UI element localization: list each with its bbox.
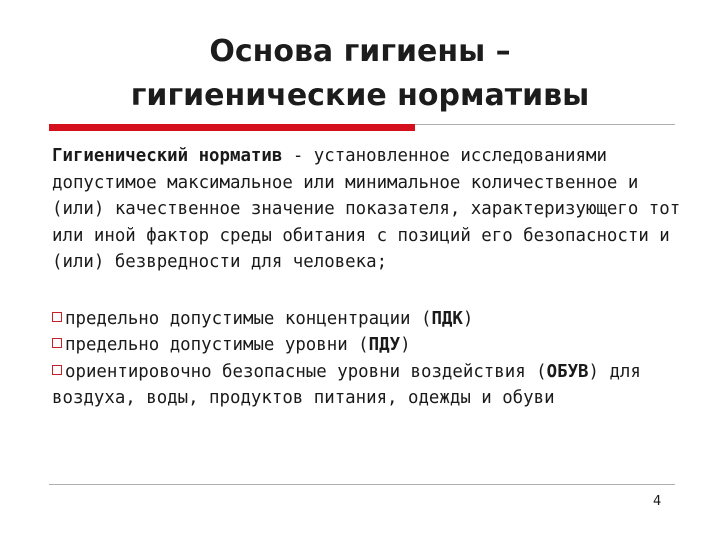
list-item-text-end: ) xyxy=(400,335,411,355)
list-item-text: предельно допустимые уровни ( xyxy=(65,335,369,355)
list-item xyxy=(52,359,682,412)
title-divider-line xyxy=(415,124,675,125)
list-item-text: предельно допустимые концентрации ( xyxy=(65,308,432,329)
page-number: 4 xyxy=(653,494,662,509)
title-line-2: гигиенические нормативы xyxy=(130,78,590,113)
definition-text: - установленное исследованиями допустимое максимальное или минимальное количественное и (или) качественное значение показателя, характеризующего тот или иной фактор среды обитания с позиций его безопасности и (или) безвредности для человека; xyxy=(52,146,681,272)
list-item-text-end: ) xyxy=(462,308,474,329)
slide-body xyxy=(52,143,682,412)
title-accent-bar xyxy=(49,124,415,131)
title-line-1: Основа гигиены – xyxy=(209,34,511,69)
slide-title xyxy=(0,30,720,118)
square-bullet-icon xyxy=(52,365,62,375)
norms-list xyxy=(52,306,682,412)
definition-term: Гигиенический норматив xyxy=(52,146,283,166)
definition-paragraph xyxy=(52,143,682,276)
list-item-abbr: ПДК xyxy=(431,308,463,329)
footer-divider-line xyxy=(49,484,675,485)
square-bullet-icon xyxy=(52,338,62,348)
list-item xyxy=(52,306,682,333)
list-item xyxy=(52,332,682,359)
list-item-abbr: ОБУВ xyxy=(546,361,589,382)
square-bullet-icon xyxy=(52,312,62,322)
list-item-text-end: ) для воздуха, воды, продуктов питания, одежды и обуви xyxy=(52,361,641,408)
list-item-abbr: ПДУ xyxy=(368,335,401,355)
list-item-text: ориентировочно безопасные уровни воздействия ( xyxy=(65,361,547,382)
